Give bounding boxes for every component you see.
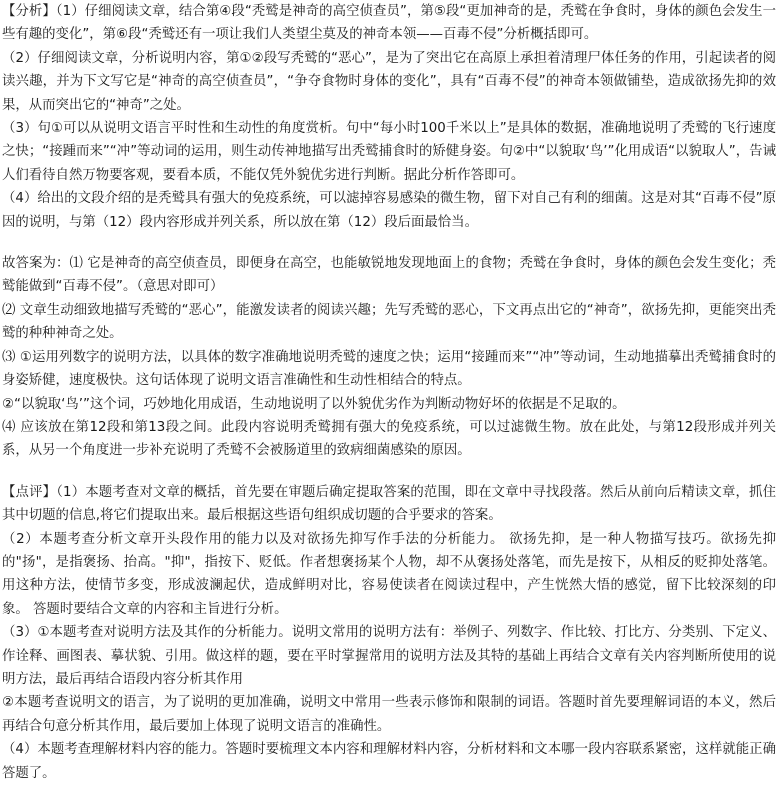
comment-paragraph-1: 【点评】（1）本题考查对文章的概括，首先要在审题后确定提取答案的范围，即在文章中寻找段落。然后从前向后精读文章，抓住其中切题的信息,将它们提取出来。最后根据这些语句组织成切题的合乎要求的答案。 [2, 484, 776, 524]
analysis-section [2, 0, 776, 234]
section-spacer [2, 463, 776, 481]
comment-paragraph-3: （3）①本题考查对说明方法及其作的分析能力。说明文常用的说明方法有：举例子、列数字、作比较、打比方、分类别、下定义、作诠释、画图表、摹状貌、引用。做这样的题，要在平时掌握常用的说明方法及其特的基础上再结合文章有关内容判断所使用的说明方法，最后再结合语段内容分析其作用 [2, 625, 776, 687]
analysis-paragraph-3: （3）句①可以从说明文语言平时性和生动性的角度赏析。句中“每小时100千米以上”是具体的数据，准确地说明了秃鹫的飞行速度之快；“接踵而来”“冲”等动词的运用，则生动传神地描写出秃鹫捕食时的矫健身姿。句②中“以貌取‘鸟’”化用成语“以貌取人”，告诫人们看待自然万物要客观，要看本质，不能仅凭外貌优劣进行判断。据此分析作答即可。 [2, 121, 776, 183]
answer-paragraph-4: ②“以貌取‘鸟’”这个词，巧妙地化用成语，生动地说明了以外貌优劣作为判断动物好坏的依据是不足取的。 [2, 396, 626, 412]
comment-paragraph-5: （4）本题考查理解材料内容的能力。答题时要梳理文本内容和理解材料内容，分析材料和文本哪一段内容联系紧密，这样就能正确答题了。 [2, 742, 776, 781]
comment-paragraph-2: （2）本题考查分析文章开头段作用的能力以及对欲扬先抑写作手法的分析能力。 欲扬先抑，是一种人物描写技巧。欲扬先抑的"扬"，是指褒扬、抬高。"抑"，指按下、贬低。作者想褒扬某个人物，却不从褒扬处落笔，而先是按下，从相反的贬抑处落笔。用这种方法，使情节多变，形成波澜起伏，造成鲜明对比，容易使读者在阅读过程中，产生恍然大悟的感觉，留下比较深刻的印象。 答题时要结合文章的内容和主旨进行分析。 [2, 531, 776, 617]
answer-paragraph-2: ⑵ 文章生动细致地描写秃鹫的“恶心”，能激发读者的阅读兴趣；先写秃鹫的恶心，下文再点出它的“神奇”，欲扬先抑，更能突出秃鹫的种种神奇之处。 [2, 302, 776, 342]
analysis-paragraph-1: 【分析】（1）仔细阅读文章，结合第④段“秃鹫是神奇的高空侦查员”，第⑤段“更加神奇的是，秃鹫在争食时，身体的颜色会发生一些有趣的变化”，第⑥段“秃鹫还有一项让我们人类望尘莫及的神奇本领——百毒不侵”分析概括即可。 [2, 4, 776, 43]
comment-paragraph-4: ②本题考查说明文的语言，为了说明的更加准确，说明文中常用一些表示修饰和限制的词语。答题时首先要理解词语的本义，然后再结合句意分析其作用，最后要加上体现了说明文语言的准确性。 [2, 695, 776, 734]
answer-section [2, 252, 776, 463]
section-spacer [2, 234, 776, 252]
analysis-paragraph-2: （2）仔细阅读文章，分析说明内容，第①②段写秃鹫的“恶心”，是为了突出它在高原上承担着清理尸体任务的作用，引起读者的阅读兴趣，并为下文写它是“神奇的高空侦查员”，“争夺食物时身体的变化”，具有“百毒不侵”的神奇本领做铺垫，造成欲扬先抑的效果，从而突出它的“神奇”之处。 [2, 50, 776, 113]
answer-paragraph-3: ⑶ ①运用列数字的说明方法，以具体的数字准确地说明秃鹫的速度之快；运用“接踵而来”“冲”等动词，生动地描摹出秃鹫捕食时的身姿矫健，速度极快。这句话体现了说明文语言准确性和生动性相结合的特点。 [2, 349, 776, 389]
answer-paragraph-1: 故答案为：⑴ 它是神奇的高空侦查员，即便身在高空，也能敏锐地发现地面上的食物；秃鹫在争食时，身体的颜色会发生变化；秃鹫能做到“百毒不侵”。（意思对即可） [2, 256, 776, 295]
answer-paragraph-5: ⑷ 应该放在第12段和第13段之间。此段内容说明秃鹫拥有强大的免疫系统，可以过滤微生物。放在此处，与第12段形成并列关系，从另一个角度进一步补充说明了秃鹫不会被肠道里的致病细菌感染的原因。 [2, 419, 776, 459]
comment-section [2, 481, 776, 785]
analysis-paragraph-4: （4）给出的文段介绍的是秃鹫具有强大的免疫系统，可以滤掉容易感染的微生物，留下对自己有利的细菌。这是对其“百毒不侵”原因的说明，与第（12）段内容形成并列关系，所以放在第（12）段后面最恰当。 [2, 191, 776, 230]
